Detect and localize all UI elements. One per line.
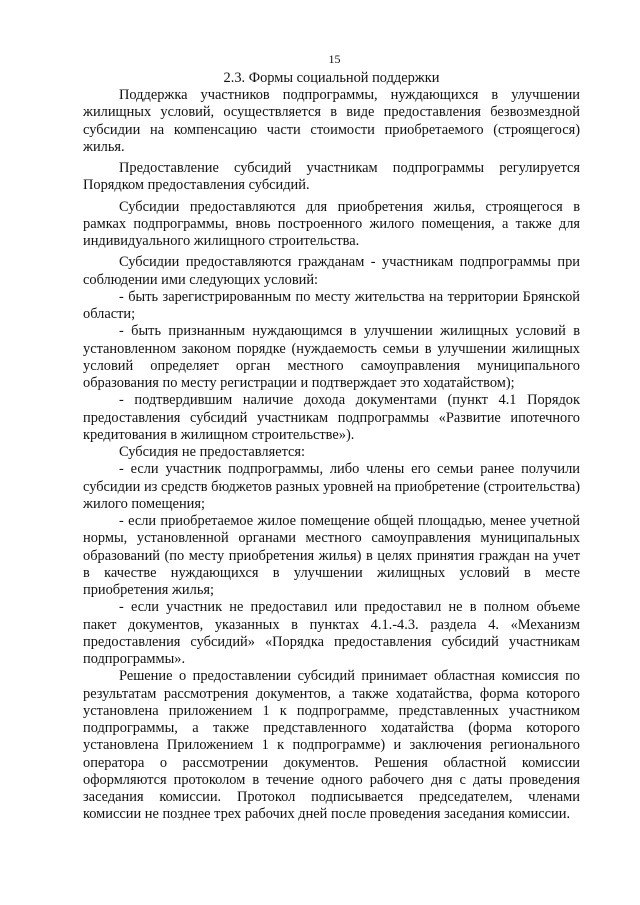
list-item-condition-registration: - быть зарегистрированным по месту жительства на территории Брянской области; <box>83 288 580 322</box>
document-page <box>83 52 580 824</box>
list-item-refusal-prior-subsidy: - если участник подпрограммы, либо члены его семьи ранее получили субсидии из средств бюджетов разных уровней на приобретение (строительства) жилого помещения; <box>83 461 580 512</box>
paragraph-subsidy-purpose: Субсидии предоставляются для приобретения жилья, строящегося в рамках подпрограммы, вновь построенного жилого помещения, а также для индивидуального жилищного строительства. <box>83 198 580 249</box>
list-item-condition-need: - быть признанным нуждающимся в улучшении жилищных условий в установленном законом порядке (нуждаемость семьи в улучшении жилищных условий определяет орган местного самоуправления муниципального образования по месту регистрации и подтверждает это ходатайством); <box>83 323 580 391</box>
paragraph-conditions-intro: Субсидии предоставляются гражданам - участникам подпрограммы при соблюдении ими следующих условий: <box>83 254 580 288</box>
list-item-refusal-area: - если приобретаемое жилое помещение общей площадью, менее учетной нормы, установленной органами местного самоуправления муниципальных образований (по месту приобретения жилья) в целях принятия граждан на учет в качестве нуждающихся в улучшении жилищных условий в месте приобретения жилья; <box>83 513 580 598</box>
paragraph-commission-decision: Решение о предоставлении субсидий принимает областная комиссия по результатам рассмотрения документов, а также ходатайства, форма которого установлена приложением 1 к подпрограмме, представленных участником подпрограммы, а также представленного ходатайства (форма которого установлена Приложением 1 к подпрограмме) и заключения регионального оператора о рассмотрении документов. Решения областной комиссии оформляются протоколом в течение одного рабочего дня с даты проведения заседания комиссии. Протокол подписывается председателем, членами комиссии не позднее трех рабочих дней после проведения заседания комиссии. <box>83 668 580 823</box>
page-number: 15 <box>328 52 341 66</box>
paragraph-subsidy-regulation: Предоставление субсидий участникам подпрограммы регулируется Порядком предоставления субсидий. <box>83 160 580 194</box>
paragraph-refusal-intro: Субсидия не предоставляется: <box>119 444 306 460</box>
section-title: 2.3. Формы социальной поддержки <box>223 70 440 86</box>
list-item-condition-income: - подтвердившим наличие дохода документами (пункт 4.1 Порядок предоставления субсидий участникам подпрограммы «Развитие ипотечного кредитования в жилищном строительстве»). <box>83 392 580 443</box>
list-item-refusal-documents: - если участник не предоставил или предоставил не в полном объеме пакет документов, указанных в пунктах 4.1.-4.3. раздела 4. «Механизм предоставления субсидий» «Порядка предоставления субсидий участникам подпрограммы». <box>83 599 580 667</box>
paragraph-support-form: Поддержка участников подпрограммы, нуждающихся в улучшении жилищных условий, осуществляется в виде предоставления безвозмездной субсидии на компенсацию части стоимости приобретаемого (строящегося) жилья. <box>83 87 580 155</box>
